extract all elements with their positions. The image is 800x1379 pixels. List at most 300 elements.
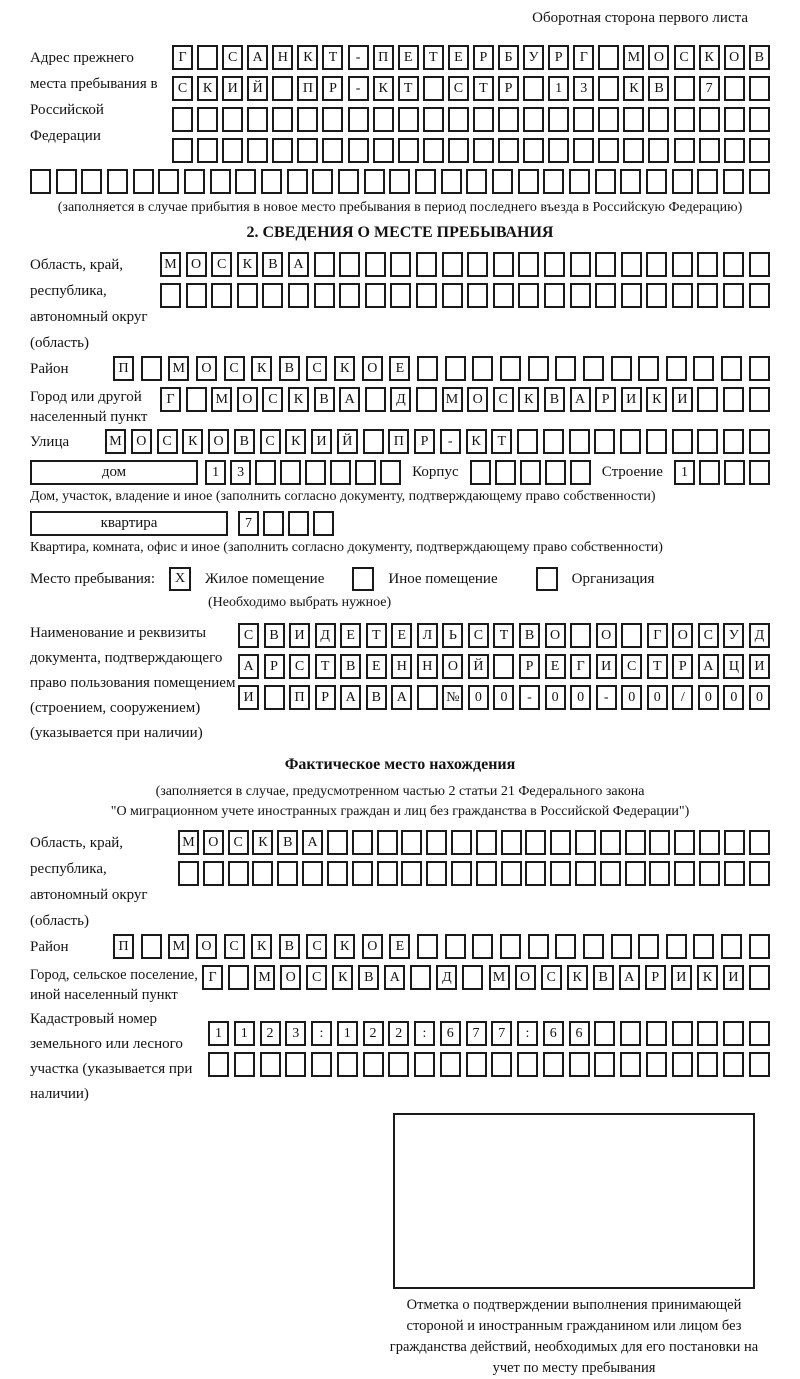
char-box[interactable] [699, 861, 720, 886]
char-box[interactable] [441, 169, 462, 194]
char-box[interactable]: 0 [468, 685, 489, 710]
char-box[interactable]: 0 [749, 685, 770, 710]
char-box[interactable] [466, 169, 487, 194]
char-box[interactable]: 2 [260, 1021, 281, 1046]
char-box[interactable]: 7 [238, 511, 259, 536]
char-box[interactable] [414, 1052, 435, 1077]
char-box[interactable] [365, 252, 386, 277]
char-box[interactable]: Р [519, 654, 540, 679]
char-box[interactable] [543, 1052, 564, 1077]
char-box[interactable] [178, 861, 199, 886]
char-box[interactable]: С [211, 252, 232, 277]
char-box[interactable]: М [623, 45, 644, 70]
char-box[interactable] [442, 283, 463, 308]
char-box[interactable]: О [724, 45, 745, 70]
char-box[interactable]: К [237, 252, 258, 277]
char-box[interactable] [621, 623, 642, 648]
char-box[interactable] [263, 511, 284, 536]
char-box[interactable] [423, 138, 444, 163]
char-box[interactable] [314, 252, 335, 277]
char-box[interactable]: П [373, 45, 394, 70]
char-box[interactable]: К [334, 356, 355, 381]
char-box[interactable]: Е [366, 654, 387, 679]
char-box[interactable] [625, 861, 646, 886]
char-box[interactable]: С [157, 429, 178, 454]
char-box[interactable] [749, 965, 770, 990]
char-box[interactable] [472, 934, 493, 959]
char-box[interactable] [548, 138, 569, 163]
char-box[interactable] [363, 429, 384, 454]
char-box[interactable]: 1 [337, 1021, 358, 1046]
char-box[interactable] [365, 387, 386, 412]
char-box[interactable] [237, 283, 258, 308]
char-box[interactable] [473, 138, 494, 163]
char-box[interactable]: Р [645, 965, 666, 990]
char-box[interactable] [697, 169, 718, 194]
char-box[interactable] [491, 1052, 512, 1077]
char-box[interactable] [417, 356, 438, 381]
char-box[interactable]: В [277, 830, 298, 855]
char-box[interactable] [723, 283, 744, 308]
char-box[interactable]: 0 [621, 685, 642, 710]
char-box[interactable] [544, 283, 565, 308]
char-box[interactable] [352, 861, 373, 886]
char-box[interactable] [625, 830, 646, 855]
char-box[interactable] [416, 252, 437, 277]
char-box[interactable] [210, 169, 231, 194]
char-box[interactable]: 0 [493, 685, 514, 710]
char-box[interactable] [348, 107, 369, 132]
char-box[interactable] [160, 283, 181, 308]
char-box[interactable] [749, 138, 770, 163]
char-box[interactable]: Т [473, 76, 494, 101]
char-box[interactable] [364, 169, 385, 194]
char-box[interactable]: - [348, 76, 369, 101]
char-box[interactable]: Й [337, 429, 358, 454]
char-box[interactable]: К [518, 387, 539, 412]
char-box[interactable]: Г [573, 45, 594, 70]
char-box[interactable] [498, 107, 519, 132]
char-box[interactable] [595, 169, 616, 194]
char-box[interactable] [322, 107, 343, 132]
char-box[interactable] [721, 934, 742, 959]
char-box[interactable]: С [228, 830, 249, 855]
char-box[interactable]: Г [160, 387, 181, 412]
char-box[interactable] [544, 252, 565, 277]
char-box[interactable] [598, 107, 619, 132]
char-box[interactable] [285, 1052, 306, 1077]
char-box[interactable] [401, 830, 422, 855]
char-box[interactable]: Т [322, 45, 343, 70]
char-box[interactable]: 6 [569, 1021, 590, 1046]
char-box[interactable]: Г [172, 45, 193, 70]
char-box[interactable] [570, 460, 591, 485]
char-box[interactable] [339, 283, 360, 308]
char-box[interactable]: С [238, 623, 259, 648]
char-box[interactable]: И [672, 387, 693, 412]
char-box[interactable] [528, 356, 549, 381]
char-box[interactable] [476, 861, 497, 886]
char-box[interactable]: 3 [230, 460, 251, 485]
char-box[interactable] [518, 283, 539, 308]
char-box[interactable]: Т [647, 654, 668, 679]
char-box[interactable] [638, 934, 659, 959]
char-box[interactable]: И [311, 429, 332, 454]
char-box[interactable]: Т [366, 623, 387, 648]
char-box[interactable]: П [388, 429, 409, 454]
char-box[interactable] [623, 107, 644, 132]
char-box[interactable] [448, 107, 469, 132]
char-box[interactable] [311, 1052, 332, 1077]
char-box[interactable]: - [348, 45, 369, 70]
char-box[interactable] [646, 429, 667, 454]
char-box[interactable]: 7 [491, 1021, 512, 1046]
char-box[interactable] [555, 356, 576, 381]
char-box[interactable]: П [289, 685, 310, 710]
char-box[interactable] [501, 861, 522, 886]
char-box[interactable] [550, 830, 571, 855]
char-box[interactable] [348, 138, 369, 163]
char-box[interactable] [302, 861, 323, 886]
char-box[interactable] [355, 460, 376, 485]
char-box[interactable] [473, 107, 494, 132]
char-box[interactable]: Н [391, 654, 412, 679]
char-box[interactable]: В [279, 934, 300, 959]
char-box[interactable] [327, 861, 348, 886]
char-box[interactable] [500, 934, 521, 959]
char-box[interactable] [672, 169, 693, 194]
char-box[interactable]: 1 [674, 460, 695, 485]
char-box[interactable]: 0 [570, 685, 591, 710]
char-box[interactable]: Е [389, 356, 410, 381]
char-box[interactable] [594, 429, 615, 454]
char-box[interactable] [724, 107, 745, 132]
char-box[interactable]: Р [548, 45, 569, 70]
char-box[interactable] [423, 76, 444, 101]
char-box[interactable]: 3 [573, 76, 594, 101]
char-box[interactable] [575, 861, 596, 886]
char-box[interactable] [472, 356, 493, 381]
char-box[interactable] [550, 861, 571, 886]
char-box[interactable] [749, 830, 770, 855]
char-box[interactable] [280, 460, 301, 485]
char-box[interactable]: К [251, 356, 272, 381]
char-box[interactable] [621, 283, 642, 308]
char-box[interactable] [247, 107, 268, 132]
char-box[interactable] [697, 283, 718, 308]
char-box[interactable] [749, 429, 770, 454]
char-box[interactable] [525, 861, 546, 886]
char-box[interactable]: К [297, 45, 318, 70]
char-box[interactable] [380, 460, 401, 485]
char-box[interactable]: О [672, 623, 693, 648]
char-box[interactable]: Е [389, 934, 410, 959]
char-box[interactable] [197, 45, 218, 70]
char-box[interactable]: 7 [466, 1021, 487, 1046]
char-box[interactable] [749, 861, 770, 886]
char-box[interactable] [197, 138, 218, 163]
char-box[interactable]: В [358, 965, 379, 990]
char-box[interactable] [172, 138, 193, 163]
char-box[interactable] [724, 460, 745, 485]
char-box[interactable] [570, 623, 591, 648]
char-box[interactable] [723, 1052, 744, 1077]
char-box[interactable] [623, 138, 644, 163]
char-box[interactable] [573, 138, 594, 163]
char-box[interactable]: Р [672, 654, 693, 679]
char-box[interactable]: 0 [723, 685, 744, 710]
char-box[interactable] [277, 861, 298, 886]
char-box[interactable] [646, 169, 667, 194]
char-box[interactable] [228, 965, 249, 990]
char-box[interactable] [595, 283, 616, 308]
char-box[interactable] [208, 1052, 229, 1077]
char-box[interactable] [416, 387, 437, 412]
char-box[interactable]: И [671, 965, 692, 990]
char-box[interactable] [611, 356, 632, 381]
char-box[interactable]: 1 [234, 1021, 255, 1046]
char-box[interactable] [600, 830, 621, 855]
char-box[interactable] [723, 252, 744, 277]
char-box[interactable] [749, 1052, 770, 1077]
char-box[interactable]: А [698, 654, 719, 679]
char-box[interactable] [672, 1052, 693, 1077]
char-box[interactable] [272, 107, 293, 132]
char-box[interactable] [674, 138, 695, 163]
char-box[interactable]: С [306, 965, 327, 990]
char-box[interactable] [158, 169, 179, 194]
char-box[interactable]: О [237, 387, 258, 412]
char-box[interactable]: - [519, 685, 540, 710]
char-box[interactable]: И [222, 76, 243, 101]
char-box[interactable]: К [697, 965, 718, 990]
char-box[interactable]: К [699, 45, 720, 70]
char-box[interactable]: Е [545, 654, 566, 679]
char-box[interactable] [141, 356, 162, 381]
char-box[interactable]: Д [315, 623, 336, 648]
char-box[interactable] [228, 861, 249, 886]
char-box[interactable] [697, 387, 718, 412]
char-box[interactable]: А [247, 45, 268, 70]
char-box[interactable] [262, 283, 283, 308]
char-box[interactable]: А [302, 830, 323, 855]
char-box[interactable]: О [196, 356, 217, 381]
char-box[interactable] [520, 460, 541, 485]
char-box[interactable] [749, 76, 770, 101]
char-box[interactable]: М [178, 830, 199, 855]
char-box[interactable] [620, 169, 641, 194]
char-box[interactable] [272, 138, 293, 163]
char-box[interactable]: В [264, 623, 285, 648]
char-box[interactable]: Ц [723, 654, 744, 679]
char-box[interactable] [517, 1052, 538, 1077]
char-box[interactable]: С [172, 76, 193, 101]
char-box[interactable] [594, 1021, 615, 1046]
char-box[interactable]: К [646, 387, 667, 412]
char-box[interactable] [297, 138, 318, 163]
char-box[interactable]: Б [498, 45, 519, 70]
char-box[interactable]: Т [491, 429, 512, 454]
char-box[interactable] [674, 76, 695, 101]
char-box[interactable] [638, 356, 659, 381]
char-box[interactable] [518, 252, 539, 277]
char-box[interactable] [666, 934, 687, 959]
char-box[interactable]: М [168, 356, 189, 381]
char-box[interactable]: В [340, 654, 361, 679]
char-box[interactable]: Р [595, 387, 616, 412]
char-box[interactable] [674, 830, 695, 855]
char-box[interactable]: К [334, 934, 355, 959]
char-box[interactable]: С [262, 387, 283, 412]
char-box[interactable] [699, 830, 720, 855]
char-box[interactable] [646, 283, 667, 308]
char-box[interactable]: И [621, 387, 642, 412]
char-box[interactable] [211, 283, 232, 308]
residence-option-other-checkbox[interactable] [352, 567, 374, 591]
char-box[interactable] [495, 460, 516, 485]
char-box[interactable] [339, 252, 360, 277]
char-box[interactable]: Т [493, 623, 514, 648]
char-box[interactable] [264, 685, 285, 710]
char-box[interactable]: Г [570, 654, 591, 679]
char-box[interactable]: 2 [363, 1021, 384, 1046]
char-box[interactable] [749, 252, 770, 277]
char-box[interactable]: - [596, 685, 617, 710]
char-box[interactable] [523, 138, 544, 163]
char-box[interactable]: / [672, 685, 693, 710]
char-box[interactable]: А [391, 685, 412, 710]
char-box[interactable]: И [723, 965, 744, 990]
char-box[interactable]: Р [498, 76, 519, 101]
char-box[interactable]: 6 [440, 1021, 461, 1046]
char-box[interactable]: О [596, 623, 617, 648]
char-box[interactable]: И [749, 654, 770, 679]
char-box[interactable] [288, 283, 309, 308]
char-box[interactable] [197, 107, 218, 132]
char-box[interactable] [583, 356, 604, 381]
char-box[interactable] [352, 830, 373, 855]
char-box[interactable]: : [414, 1021, 435, 1046]
char-box[interactable]: А [238, 654, 259, 679]
char-box[interactable] [442, 252, 463, 277]
char-box[interactable]: А [288, 252, 309, 277]
char-box[interactable] [172, 107, 193, 132]
char-box[interactable]: 6 [543, 1021, 564, 1046]
char-box[interactable] [569, 1052, 590, 1077]
char-box[interactable]: 0 [698, 685, 719, 710]
char-box[interactable]: М [489, 965, 510, 990]
char-box[interactable] [699, 460, 720, 485]
char-box[interactable] [548, 107, 569, 132]
char-box[interactable] [646, 252, 667, 277]
char-box[interactable] [672, 1021, 693, 1046]
char-box[interactable] [569, 429, 590, 454]
char-box[interactable]: Й [247, 76, 268, 101]
char-box[interactable] [410, 965, 431, 990]
char-box[interactable]: К [623, 76, 644, 101]
apartment-type-box[interactable]: квартира [30, 511, 228, 536]
char-box[interactable] [445, 356, 466, 381]
char-box[interactable] [222, 107, 243, 132]
char-box[interactable] [417, 685, 438, 710]
confirmation-stamp-box[interactable] [393, 1113, 755, 1289]
char-box[interactable]: С [448, 76, 469, 101]
char-box[interactable]: О [131, 429, 152, 454]
char-box[interactable] [543, 169, 564, 194]
char-box[interactable]: О [467, 387, 488, 412]
char-box[interactable]: 1 [548, 76, 569, 101]
char-box[interactable]: В [279, 356, 300, 381]
char-box[interactable]: Н [272, 45, 293, 70]
char-box[interactable]: К [182, 429, 203, 454]
char-box[interactable] [426, 830, 447, 855]
char-box[interactable]: И [289, 623, 310, 648]
char-box[interactable] [423, 107, 444, 132]
char-box[interactable]: 0 [545, 685, 566, 710]
char-box[interactable]: С [289, 654, 310, 679]
char-box[interactable]: К [197, 76, 218, 101]
char-box[interactable]: О [208, 429, 229, 454]
char-box[interactable]: Т [423, 45, 444, 70]
char-box[interactable] [81, 169, 102, 194]
char-box[interactable] [141, 934, 162, 959]
char-box[interactable]: О [648, 45, 669, 70]
char-box[interactable] [305, 460, 326, 485]
char-box[interactable]: К [252, 830, 273, 855]
char-box[interactable] [517, 429, 538, 454]
char-box[interactable] [648, 107, 669, 132]
char-box[interactable]: 7 [699, 76, 720, 101]
char-box[interactable] [314, 283, 335, 308]
char-box[interactable]: М [168, 934, 189, 959]
char-box[interactable] [312, 169, 333, 194]
char-box[interactable] [646, 1052, 667, 1077]
char-box[interactable] [476, 830, 497, 855]
char-box[interactable]: Г [647, 623, 668, 648]
char-box[interactable]: К [332, 965, 353, 990]
char-box[interactable]: С [698, 623, 719, 648]
char-box[interactable]: О [280, 965, 301, 990]
char-box[interactable] [470, 460, 491, 485]
char-box[interactable] [493, 654, 514, 679]
char-box[interactable] [255, 460, 276, 485]
char-box[interactable]: С [224, 934, 245, 959]
char-box[interactable] [545, 460, 566, 485]
char-box[interactable]: Д [390, 387, 411, 412]
char-box[interactable] [184, 169, 205, 194]
char-box[interactable]: И [596, 654, 617, 679]
char-box[interactable]: У [723, 623, 744, 648]
char-box[interactable] [724, 138, 745, 163]
char-box[interactable]: А [570, 387, 591, 412]
char-box[interactable]: М [254, 965, 275, 990]
char-box[interactable] [416, 283, 437, 308]
char-box[interactable]: О [186, 252, 207, 277]
char-box[interactable]: О [362, 356, 383, 381]
char-box[interactable] [674, 107, 695, 132]
char-box[interactable]: 0 [647, 685, 668, 710]
char-box[interactable]: П [297, 76, 318, 101]
char-box[interactable] [543, 429, 564, 454]
char-box[interactable] [373, 107, 394, 132]
char-box[interactable]: С [621, 654, 642, 679]
char-box[interactable] [649, 861, 670, 886]
char-box[interactable] [620, 1052, 641, 1077]
char-box[interactable]: П [113, 356, 134, 381]
char-box[interactable] [272, 76, 293, 101]
char-box[interactable] [672, 283, 693, 308]
char-box[interactable] [523, 107, 544, 132]
